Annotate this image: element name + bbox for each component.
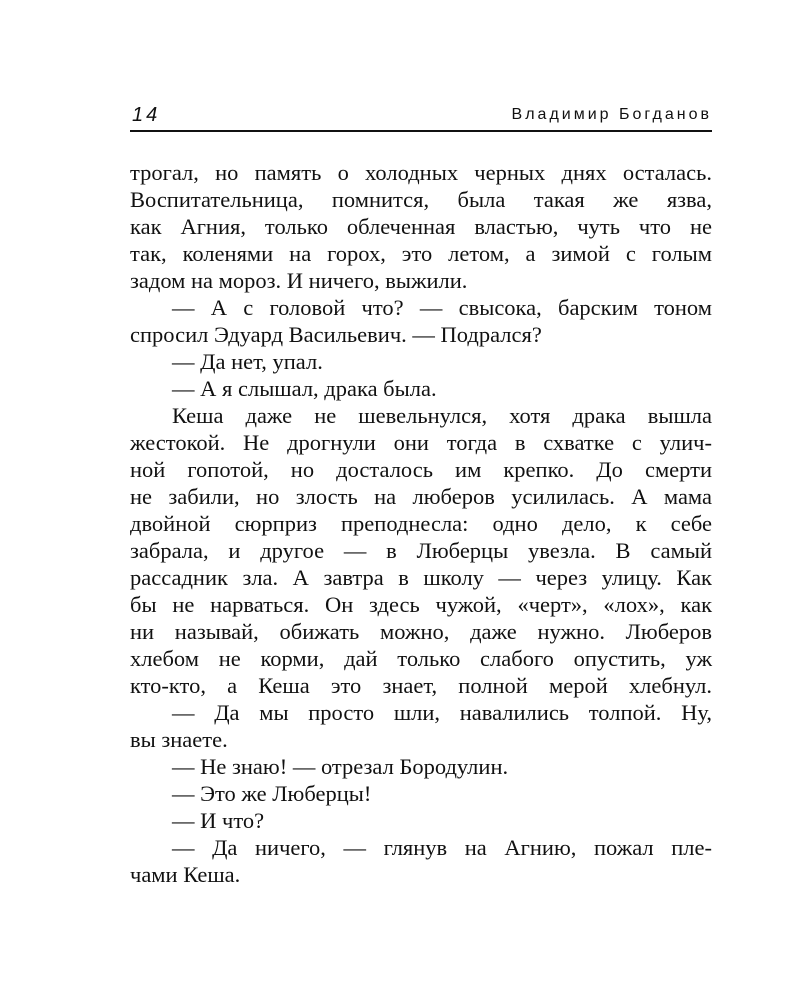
text-line: рассадник зла. А завтра в школу — через улицу. Как	[130, 565, 712, 590]
text-line: — Да ничего, — глянув на Агнию, пожал пле-	[172, 835, 712, 860]
text-line: как Агния, только облеченная властью, чуть что не	[130, 214, 712, 239]
text-line: жестокой. Не дрогнули они тогда в схватке с улич-	[130, 430, 712, 455]
text-line: — И что?	[172, 808, 265, 833]
text-line: — А с головой что? — свысока, барским тоном	[172, 295, 712, 320]
text-line: — Да мы просто шли, навалились толпой. Ну,	[172, 700, 712, 725]
text-line: ной гопотой, но досталось им крепко. До смерти	[130, 457, 712, 482]
author-name: Владимир Богданов	[511, 106, 712, 123]
book-page	[130, 100, 712, 888]
page-number: 14	[132, 104, 161, 126]
text-line: кто-кто, а Кеша это знает, полной мерой хлебнул.	[130, 673, 712, 698]
text-line: спросил Эдуард Васильевич. — Подрался?	[130, 322, 542, 347]
text-line: не забили, но злость на люберов усилилась. А мама	[130, 484, 712, 509]
text-line: ни называй, обижать можно, даже нужно. Люберов	[130, 619, 712, 644]
text-line: — Да нет, упал.	[172, 349, 323, 374]
text-line: — А я слышал, драка была.	[172, 376, 437, 401]
text-line: — Это же Люберцы!	[172, 781, 372, 806]
text-line: двойной сюрприз преподнесла: одно дело, к себе	[130, 511, 712, 536]
text-line: бы не нарваться. Он здесь чужой, «черт», «лох», как	[130, 592, 712, 617]
running-header	[130, 100, 712, 132]
text-line: хлебом не корми, дай только слабого опустить, уж	[130, 646, 712, 671]
text-line: задом на мороз. И ничего, выжили.	[130, 268, 468, 293]
text-line: трогал, но память о холодных черных днях осталась.	[130, 160, 712, 185]
text-line: — Не знаю! — отрезал Бородулин.	[172, 754, 509, 779]
text-line: забрала, и другое — в Люберцы увезла. В самый	[130, 538, 712, 563]
text-line: Воспитательница, помнится, была такая же язва,	[130, 187, 712, 212]
body-text	[130, 159, 712, 888]
text-line: чами Кеша.	[130, 862, 241, 887]
text-line: вы знаете.	[130, 727, 228, 752]
text-line: Кеша даже не шевельнулся, хотя драка вышла	[172, 403, 712, 428]
text-line: так, коленями на горох, это летом, а зимой с голым	[130, 241, 712, 266]
